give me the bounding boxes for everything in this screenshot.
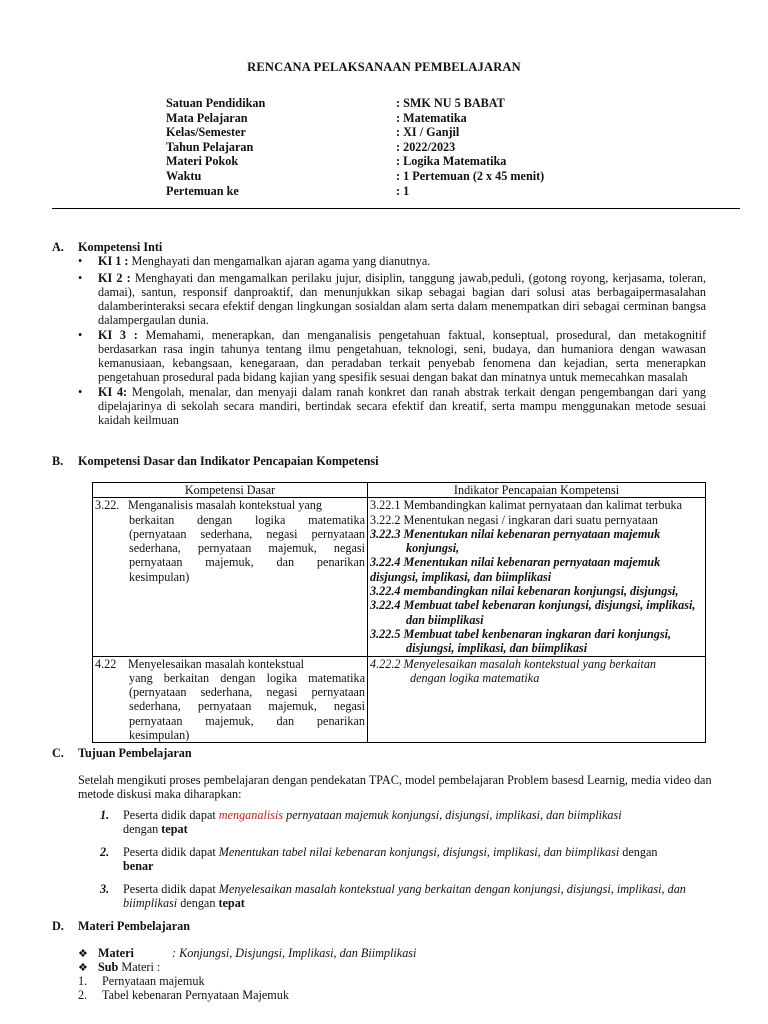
tujuan-end: benar (123, 859, 154, 873)
ipk-item (370, 498, 703, 512)
ipk-text: membandingkan nilai kebenaran konjungsi, disjungsi, (403, 584, 679, 599)
tujuan-end: tepat (161, 822, 188, 836)
kd-text: Menyelesaikan masalah kontekstual (128, 656, 304, 671)
identity-label: Satuan Pendidikan (166, 96, 266, 110)
identity-value: : 2022/2023 (396, 139, 456, 154)
diamond-bullet-icon: ❖ (78, 948, 88, 960)
table-row (93, 656, 706, 743)
ipk-text: Menentukan nilai kebenaran pernyataan majemuk konjungsi, (403, 526, 661, 556)
bullet-icon: • (78, 328, 83, 342)
tujuan-object: pernyataan majemuk konjungsi, disjungsi, implikasi, dan biimplikasi (286, 808, 622, 822)
identity-value: : Logika Matematika (396, 154, 507, 169)
section-title: Kompetensi Dasar dan Indikator Pencapaian Kompetensi (78, 454, 379, 468)
ipk-item (370, 513, 703, 527)
ki-text: Memahami, menerapkan, dan menganalisis pengetahuan faktual, konseptual, prosedural, dan metakognitif berdasarkan rasa ingin tahunya tentang ilmu pengetahuan, teknologi, seni, budaya, dan humaniora dengan wawasan kemanusiaan, kebangsaan, kenegaraan, dan peradaban terkait penyebab fenomena dan kejadian, serta menerapkan pengetahuan prosedural pada bidang kajian yang spesifik sesuai dengan bakat dan minatnya untuk memecahkan masalah (98, 328, 707, 384)
submateri-label: Materi : (121, 960, 161, 974)
kd-number: 3.22. (95, 498, 120, 513)
kd-number: 4.22 (95, 656, 117, 671)
tujuan-item (78, 882, 743, 910)
bullet-icon: • (78, 385, 83, 399)
section-title: Kompetensi Inti (78, 240, 163, 254)
ipk-number: 3.22.2 (370, 512, 401, 527)
ipk-item (370, 555, 703, 584)
identity-value: : 1 Pertemuan (2 x 45 menit) (396, 168, 545, 183)
tujuan-object: Menyelesaikan masalah kontekstual yang berkaitan dengan konjungsi, disjungsi, implikasi, dan biimplikasi (123, 882, 686, 910)
kd-first-line (95, 498, 365, 512)
ki-label: KI 3 : (98, 328, 138, 342)
submateri-label-bold: Sub (98, 960, 119, 974)
ki-item (78, 254, 706, 268)
identity-label: Kelas/Semester (166, 125, 246, 140)
section-a-heading (52, 240, 162, 254)
ipk-number: 3.22.5 (370, 626, 401, 641)
ki-text: Menghayati dan mengamalkan ajaran agama yang dianutnya. (131, 254, 431, 268)
ipk-number: 4.22.2 (370, 656, 401, 671)
tujuan-number: 1. (100, 808, 110, 822)
ipk-number: 3.22.4 (370, 598, 401, 613)
ki-item (78, 271, 706, 327)
kd-text-rest: berkaitan dengan logika matematika (pernyataan sederhana, negasi pernyataan sederhana, pernyataan majemuk, negasi pernyataan majemuk, dan penarikan kesimpulan) (129, 512, 365, 584)
ipk-text: Membuat tabel kenbenaran ingkaran dari konjungsi, disjungsi, implikasi, dan biimplikasi (403, 626, 672, 656)
materi-value: : Konjungsi, Disjungsi, Implikasi, dan Biimplikasi (172, 946, 417, 960)
ki-label: KI 4: (98, 385, 128, 399)
ipk-text: Membuat tabel kebenaran konjungsi, disjungsi, implikasi, dan biimplikasi (403, 598, 696, 627)
ki-text: Mengolah, menalar, dan menyaji dalam ranah konkret dan ranah abstrak terkait dengan pengembangan dari yang dipelajarinya di sekolah secara mandiri, bertindak secara efektif dan kreatif, serta mampu menggunakan metode sesuai kaidah keilmuan (98, 385, 707, 427)
tujuan-number: 2. (100, 845, 110, 859)
tujuan-pre: Peserta didik dapat (123, 845, 216, 859)
kd-first-line (95, 657, 365, 671)
bullet-icon: • (78, 254, 83, 268)
ipk-number: 3.22.4 (370, 584, 401, 599)
list-number: 1. (78, 974, 88, 988)
ki-item (78, 385, 706, 427)
tujuan-post: dengan (180, 896, 216, 910)
section-b-heading (52, 454, 379, 468)
ipk-text: Menyelesaikan masalah kontekstual yang berkaitan (403, 656, 657, 671)
kd-cell (93, 656, 368, 743)
diamond-bullet-icon: ❖ (78, 962, 88, 974)
table-header-row (93, 483, 706, 498)
kd-text-rest: yang berkaitan dengan logika matematika (pernyataan sederhana, negasi pernyataan sederhana, pernyataan majemuk, negasi pernyataan majemuk, dan penarikan kesimpulan) (129, 670, 365, 743)
tujuan-post: dengan (123, 822, 159, 836)
ipk-item (370, 527, 703, 556)
tujuan-number: 3. (100, 882, 110, 896)
list-number: 2. (78, 988, 88, 1002)
list-item (78, 974, 416, 988)
ki-text: Menghayati dan mengamalkan perilaku jujur, disiplin, tanggung jawab,peduli, (gotong royong, kerjasama, toleran, damai), santun, responsif danproaktif, dan menunjukkan sikap sebagai bagian dari solusi atas berbagaipermasalahan dalamberinteraksi secara efektif dengan lingkungan sosialdan alam serta dalam menempatkan diri sebagai cerminan bangsa dalampergaulan dunia. (98, 271, 707, 327)
kd-text: Menganalisis masalah kontekstual yang (128, 498, 322, 513)
ipk-item (370, 584, 703, 598)
ipk-cell (368, 498, 706, 656)
tujuan-pre: Peserta didik dapat (123, 882, 216, 896)
submateri-row (78, 960, 416, 974)
ipk-number: 3.22.4 (370, 555, 401, 570)
list-text: Pernyataan majemuk (102, 974, 205, 988)
section-d-heading (52, 919, 190, 933)
tujuan-end: tepat (218, 896, 245, 910)
ki-list (78, 254, 706, 427)
identity-label: Tahun Pelajaran (166, 139, 254, 154)
section-letter: B. (52, 454, 64, 468)
identity-value: : XI / Ganjil (396, 125, 460, 140)
materi-label: Materi (98, 946, 134, 960)
divider-line (52, 208, 740, 209)
table-row (93, 498, 706, 656)
ki-label: KI 1 : (98, 254, 129, 268)
section-letter: C. (52, 746, 64, 760)
kd-cell (93, 498, 368, 656)
tujuan-verb: menganalisis (218, 808, 284, 822)
kd-ipk-table (92, 482, 706, 743)
tujuan-object: Menentukan tabel nilai kebenaran konjungsi, disjungsi, implikasi, dan biimplikasi (218, 845, 620, 859)
section-letter: A. (52, 240, 64, 254)
ipk-text-rest: dengan logika matematika (410, 670, 540, 685)
list-item (78, 988, 416, 1002)
tujuan-post: dengan (622, 845, 658, 859)
section-title: Materi Pembelajaran (78, 919, 191, 933)
ipk-item (370, 598, 703, 627)
materi-block (78, 946, 416, 1002)
ipk-text: Menentukan negasi / ingkaran dari suatu pernyataan (403, 512, 659, 527)
identity-label: Waktu (166, 168, 202, 183)
tujuan-intro: Setelah mengikuti proses pembelajaran dengan pendekatan TPAC, model pembelajaran Problem basesd Learnig, media video dan metode diskusi maka diharapkan: (78, 773, 712, 801)
column-header-ipk: Indikator Pencapaian Kompetensi (368, 483, 706, 498)
tujuan-list (78, 808, 743, 910)
materi-row (78, 946, 416, 960)
identity-value: : SMK NU 5 BABAT (396, 96, 505, 110)
ipk-text: Membandingkan kalimat pernyataan dan kalimat terbuka (403, 498, 683, 513)
identity-label: Mata Pelajaran (166, 110, 248, 125)
section-c-heading (52, 746, 192, 760)
ipk-number: 3.22.3 (370, 526, 401, 541)
ipk-text: Menentukan nilai kebenaran pernyataan majemuk disjungsi, implikasi, dan biimplikasi (370, 555, 661, 584)
ki-item (78, 328, 706, 384)
ipk-item (370, 627, 703, 656)
ki-label: KI 2 : (98, 271, 131, 285)
ipk-item (370, 657, 703, 671)
tujuan-item (78, 845, 743, 873)
document-title: RENCANA PELAKSANAAN PEMBELAJARAN (247, 60, 521, 74)
identity-value: : Matematika (396, 110, 467, 125)
identity-label: Pertemuan ke (166, 183, 239, 198)
list-text: Tabel kebenaran Pernyataan Majemuk (102, 988, 289, 1002)
ipk-number: 3.22.1 (370, 498, 401, 513)
identity-label: Materi Pokok (166, 154, 239, 169)
ipk-cell (368, 656, 706, 743)
bullet-icon: • (78, 271, 83, 285)
section-title: Tujuan Pembelajaran (78, 746, 192, 760)
section-letter: D. (52, 919, 64, 933)
tujuan-item (78, 808, 743, 836)
identity-value: : 1 (396, 183, 410, 198)
tujuan-pre: Peserta didik dapat (123, 808, 216, 822)
column-header-kd: Kompetensi Dasar (93, 483, 368, 498)
